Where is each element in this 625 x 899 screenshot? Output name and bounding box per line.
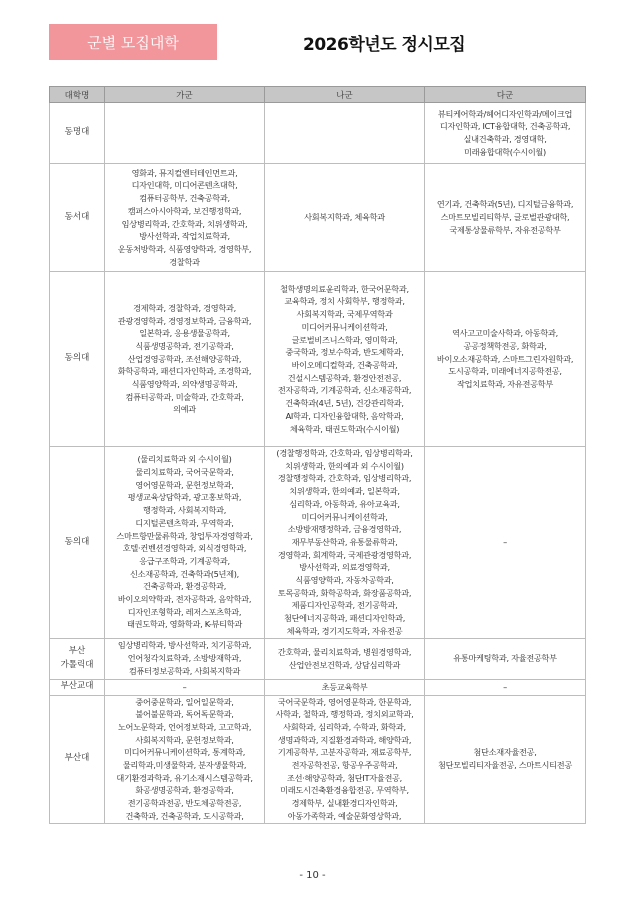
group-ga-cell	[105, 272, 265, 447]
cell-line: 대기환경과학과, 유기소재시스템공학과,	[116, 772, 253, 783]
cell-line: 국어국문학과, 영어영문학과, 한문학과,	[277, 696, 412, 707]
cell-line: 공공정책학전공, 화학과,	[463, 340, 547, 351]
cell-line: 뷰티케어학과/헤어디자인학과/메이크업	[437, 108, 573, 119]
cell-line: 중어중문학과, 일어일문학과,	[135, 696, 234, 707]
cell-line: 체육학과, 태권도학과(수시이월)	[289, 423, 400, 434]
cell-line: 응급구조학과, 기계공학과,	[139, 555, 230, 566]
cell-line: 부산대	[64, 753, 90, 764]
header-group-ga: 가군	[105, 87, 265, 103]
group-da-cell	[425, 638, 586, 679]
cell-line: 물리학과,미생물학과, 분자생물학과,	[122, 760, 247, 771]
cell-line: 유통마케팅학과, 자율전공학부	[453, 653, 557, 664]
header-group-da: 다군	[425, 87, 586, 103]
cell-line: 컴퓨터공학부, 건축공학과,	[139, 193, 230, 204]
cell-line: 조선·해양공학과, 첨단IT자율전공,	[287, 772, 402, 783]
cell-line: 미래도시건축환경융합전공, 무역학부,	[280, 785, 409, 796]
cell-line: 부산교대	[60, 681, 94, 692]
cell-line: 동의대	[64, 353, 90, 364]
cell-line: 국제통상물류학부, 자유전공학부	[449, 224, 561, 235]
cell-line: 첨단에너지공학과, 패션디자인학과,	[283, 613, 406, 624]
cell-line: 사학과, 철학과, 행정학과, 정치외교학과,	[275, 709, 414, 720]
group-ga-cell	[105, 447, 265, 639]
cell-line: 역사고고미술사학과, 아동학과,	[452, 328, 558, 339]
cell-line: 치위생학과, 한의예과, 일본학과,	[289, 486, 400, 497]
cell-line: 심리학과, 아동학과, 유아교육과,	[289, 498, 400, 509]
cell-line: AI학과, 디자인융합대학, 음악학과,	[285, 410, 404, 421]
cell-line: 철학생명의료윤리학과, 한국어문학과,	[280, 283, 409, 294]
cell-line: 바이오의약학과, 전자공학과, 음악학과,	[117, 594, 252, 605]
header-group-na: 나군	[265, 87, 425, 103]
cell-line: 아동가족학과, 예술문화영상학과,	[287, 810, 402, 821]
cell-line: 컴퓨터정보공학과, 사회복지학과	[128, 665, 241, 676]
cell-line: 평생교육상담학과, 광고홍보학과,	[127, 492, 242, 503]
cell-line: –	[182, 681, 187, 692]
recruitment-table	[49, 86, 586, 824]
page-number: - 10 -	[299, 870, 326, 881]
cell-line: 실내건축학과, 경영대학,	[463, 134, 547, 144]
cell-line: 토목공학과, 화학공학과, 화장품공학과,	[277, 587, 412, 598]
cell-line: 첨단소재자율전공,	[473, 747, 537, 758]
cell-line: 건축공학과, 환경공학과,	[143, 581, 226, 592]
cell-line: 경제학과, 경찰학과, 경영학과,	[133, 302, 236, 313]
cell-line: 방사선학과, 작업치료학과,	[139, 231, 230, 242]
cell-line: 전기공학과전공, 반도체공학전공,	[127, 798, 242, 809]
group-da-cell	[425, 164, 586, 272]
cell-line: 첨단모빌리티자율전공, 스마트시티전공	[438, 760, 572, 771]
cell-line: 초등교육학부	[321, 681, 368, 692]
cell-line: 식품생명공학과, 전기공학과,	[135, 340, 234, 351]
university-name-cell	[50, 103, 105, 164]
cell-line: (경찰행정학과, 간호학과, 임상병리학과,	[276, 448, 413, 458]
cell-line: 글로벌비즈니스학과, 영미학과,	[291, 334, 398, 345]
group-da-cell	[425, 447, 586, 639]
cell-line: 작업치료학과, 자유전공학부	[457, 379, 553, 390]
cell-line: 사회학과, 심리학과, 수학과, 화학과,	[283, 721, 406, 732]
cell-line: 재무부동산학과, 유통물류학과,	[291, 536, 398, 547]
group-na-cell	[265, 272, 425, 447]
cell-line: 캠퍼스아시아학과, 보건행정학과,	[127, 205, 242, 216]
cell-line: 스마트모빌리티학부, 글로벌관광대학,	[440, 212, 570, 223]
cell-line: 바이오메디컬학과, 건축공학과,	[291, 360, 398, 370]
cell-line: 미래융합대학(수시이월)	[464, 146, 546, 157]
university-name-cell	[50, 679, 105, 695]
cell-line: 교육학과, 정치 사회학부, 행정학과,	[284, 296, 405, 307]
group-na-cell	[265, 638, 425, 679]
cell-line: 사회복지학과, 체육학과	[304, 212, 385, 223]
cell-line: 체육학과, 경기지도학과, 자유전공	[286, 625, 403, 636]
cell-line: –	[503, 536, 507, 547]
cell-line: 디자인대학, 미디어콘텐츠대학,	[131, 180, 238, 191]
cell-line: 언어청각치료학과, 소방방재학과,	[127, 653, 242, 664]
table-header-row	[50, 87, 586, 103]
cell-line: 중국학과, 정보수학과, 반도체학과,	[285, 347, 404, 358]
cell-line: 미디어커뮤니케이션학과,	[301, 321, 388, 332]
group-na-cell	[265, 695, 425, 823]
group-na-cell	[265, 164, 425, 272]
cell-line: 물리치료학과, 국어국문학과,	[135, 467, 234, 478]
cell-line: 방사선학과, 의료경영학과,	[299, 562, 390, 573]
cell-line: 호텔·컨벤션경영학과, 외식경영학과,	[122, 543, 247, 554]
cell-line: 디자인학과, ICT융합대학, 건축공학과,	[439, 121, 571, 132]
group-ga-cell	[105, 103, 265, 164]
table-row	[50, 103, 586, 164]
group-na-cell	[265, 679, 425, 695]
group-da-cell	[425, 103, 586, 164]
university-name-cell	[50, 272, 105, 447]
group-na-cell	[265, 103, 425, 164]
cell-line: 관광경영학과, 경영정보학과, 금융학과,	[117, 315, 252, 326]
cell-line: 디지털콘텐츠학과, 무역학과,	[135, 517, 234, 528]
cell-line: 건축학과, 건축공학과, 도시공학과,	[125, 810, 244, 821]
cell-line: 디자인조형학과, 레저스포츠학과,	[127, 606, 242, 617]
cell-line: 임상병리학과, 방사선학과, 치기공학과,	[117, 640, 252, 651]
cell-line: 경찰행정학과, 간호학과, 임상병리학과,	[277, 473, 412, 484]
cell-line: 간호학과, 물리치료학과, 병원경영학과,	[277, 646, 412, 657]
cell-line: 사회복지학과, 문헌정보학과,	[135, 734, 234, 745]
university-name-cell	[50, 447, 105, 639]
group-da-cell	[425, 695, 586, 823]
cell-line: 산업경영공학과, 조선해양공학과,	[127, 353, 242, 364]
cell-line: 스마트항만물류학과, 창업투자경영학과,	[116, 530, 253, 541]
group-ga-cell	[105, 679, 265, 695]
university-name-cell	[50, 695, 105, 823]
cell-line: 운동처방학과, 식품영양학과, 경영학부,	[117, 243, 252, 254]
cell-line: 불어불문학과, 독어독문학과,	[135, 709, 234, 720]
cell-line: 전자공학전공, 항공우주공학과,	[291, 760, 398, 771]
cell-line: 부산	[68, 646, 86, 657]
cell-line: 화공생명공학과, 환경공학과,	[135, 785, 234, 796]
cell-line: 건축학과(4년, 5년), 건강관리학과,	[285, 398, 404, 409]
cell-line: 식품영양학과, 자동차공학과,	[295, 575, 394, 586]
cell-line: 경제학부, 실내환경디자인학과,	[291, 798, 398, 809]
group-da-cell	[425, 272, 586, 447]
table-row	[50, 272, 586, 447]
cell-line: 바이오소재공학과, 스마트그린자원학과,	[436, 353, 574, 364]
cell-line: 일본학과, 응용생물공학과,	[139, 328, 230, 339]
cell-line: 건설시스템공학과, 환경안전전공,	[287, 372, 402, 383]
group-ga-cell	[105, 695, 265, 823]
cell-line: 경영학과, 회계학과, 국제관광경영학과,	[277, 549, 412, 560]
cell-line: 기계공학부, 고분자공학과, 재료공학부,	[277, 747, 412, 758]
cell-line: 제품디자인공학과, 전기공학과,	[291, 600, 398, 611]
table-row	[50, 695, 586, 823]
cell-line: 동명대	[64, 127, 90, 138]
cell-line: (물리치료학과 외 수시이월)	[137, 454, 232, 465]
cell-line: 미디어커뮤니케이션학과, 통계학과,	[123, 747, 246, 758]
cell-line: 산업안전보건학과, 상담심리학과	[288, 659, 401, 670]
cell-line: 영화과, 뮤지컬엔터테인먼트과,	[131, 167, 238, 178]
group-da-cell	[425, 679, 586, 695]
group-ga-cell	[105, 164, 265, 272]
cell-line: 미디어커뮤니케이션학과,	[301, 511, 388, 522]
group-ga-cell	[105, 638, 265, 679]
cell-line: 행정학과, 사회복지학과,	[143, 505, 226, 516]
cell-line: 동의대	[64, 536, 90, 547]
table-row	[50, 638, 586, 679]
cell-line: 소방방재행정학과, 금융경영학과,	[287, 524, 402, 535]
university-name-cell	[50, 164, 105, 272]
table-row	[50, 447, 586, 639]
cell-line: 사회복지학과, 국제무역학과	[296, 309, 393, 320]
cell-line: 생명과학과, 지질환경과학과, 해양학과,	[277, 734, 412, 745]
cell-line: 동서대	[64, 211, 90, 222]
table-body	[50, 103, 586, 824]
cell-line: 화학공학과, 패션디자인학과, 조경학과,	[117, 366, 252, 377]
cell-line: –	[503, 681, 507, 692]
cell-line: 경찰학과	[169, 256, 200, 267]
category-badge: 군별 모집대학	[49, 24, 217, 60]
cell-line: 컴퓨터공학과, 미술학과, 간호학과,	[125, 391, 244, 402]
group-na-cell	[265, 447, 425, 639]
cell-line: 신소재공학과, 건축학과(5년제),	[130, 568, 239, 579]
table-row	[50, 679, 586, 695]
cell-line: 태권도학과, 영화학과, K-뷰티학과	[127, 619, 242, 630]
cell-line: 연기과, 건축학과(5년), 디지털금융학과,	[436, 199, 574, 210]
page-title: 2026학년도 정시모집	[303, 35, 466, 55]
cell-line: 도시공학과, 미래에너지공학전공,	[448, 366, 562, 377]
university-name-cell	[50, 638, 105, 679]
cell-line: 노어노문학과, 언어정보학과, 고고학과,	[117, 721, 252, 732]
cell-line: 의예과	[173, 404, 196, 415]
cell-line: 치위생학과, 한의예과 외 수시이월)	[285, 460, 404, 471]
cell-line: 영어영문학과, 문헌정보학과,	[135, 479, 234, 490]
cell-line: 임상병리학과, 간호학과, 치위생학과,	[121, 218, 248, 229]
cell-line: 식품영양학과, 의약생명공학과,	[131, 379, 238, 390]
cell-line: 전자공학과, 기계공학과, 신소재공학과,	[277, 385, 412, 396]
cell-line: 가톨릭대	[60, 659, 94, 670]
table-row	[50, 164, 586, 272]
header-university: 대학명	[50, 87, 105, 103]
